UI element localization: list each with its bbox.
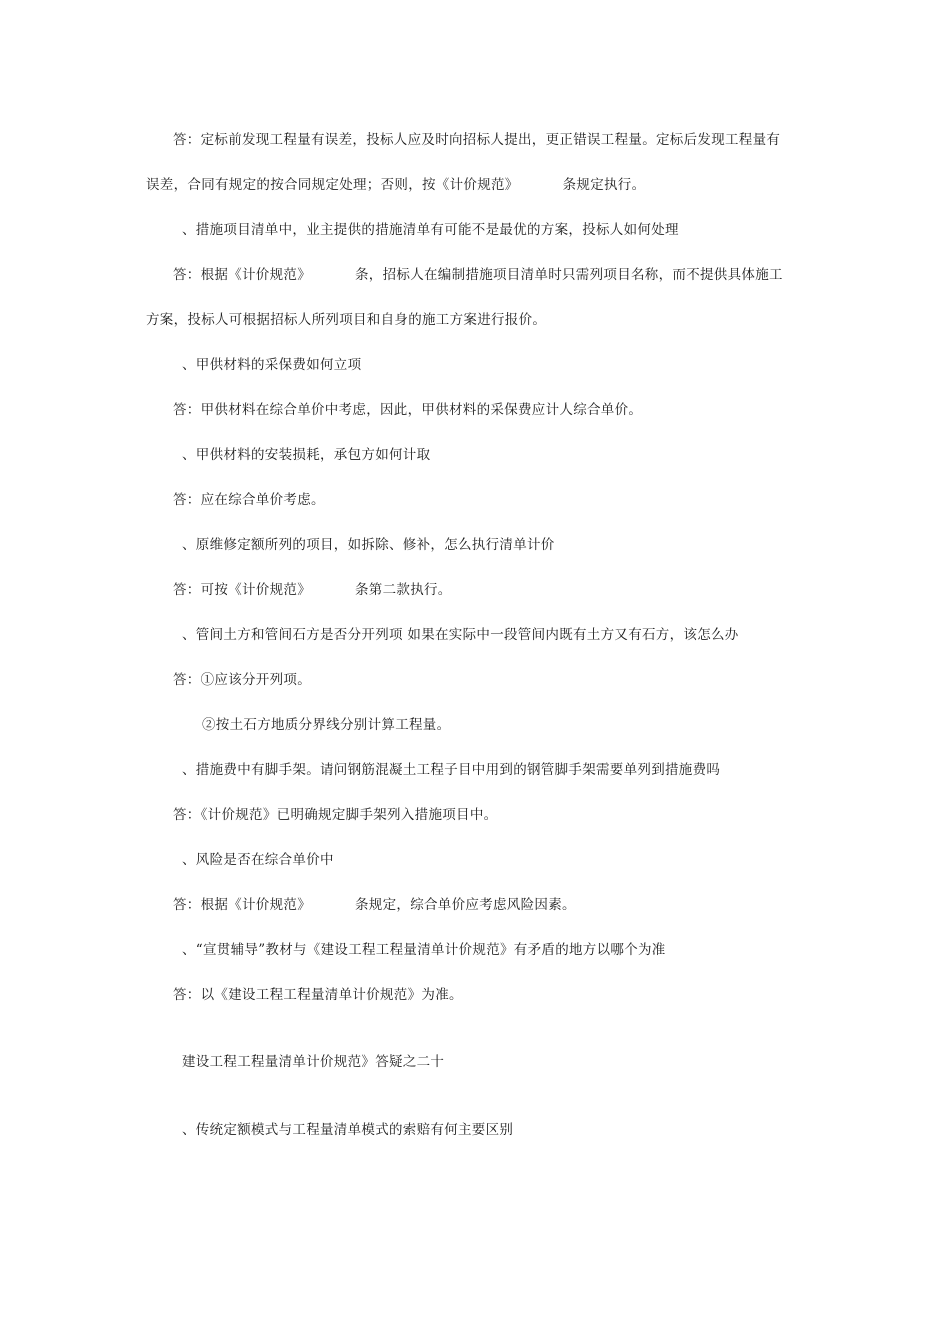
text-line: 误差，合同有规定的按合同规定处理；否则，按《计价规范》 条规定执行。: [146, 177, 646, 193]
text-line: 答：《计价规范》已明确规定脚手架列入措施项目中。: [173, 807, 498, 823]
text-line: 答：甲供材料在综合单价中考虑，因此，甲供材料的采保费应计人综合单价。: [173, 402, 643, 418]
text-line: 答：根据《计价规范》 条规定，综合单价应考虑风险因素。: [173, 897, 576, 913]
text-line: ②按土石方地质分界线分别计算工程量。: [202, 717, 451, 733]
text-line: 、传统定额模式与工程量清单模式的索赔有何主要区别: [182, 1122, 514, 1138]
section-heading: 建设工程工程量清单计价规范》答疑之二十: [182, 1054, 445, 1070]
text-line: 、“宣贯辅导”教材与《建设工程工程量清单计价规范》有矛盾的地方以哪个为准: [182, 942, 666, 958]
text-line: 、甲供材料的采保费如何立项: [182, 357, 362, 373]
text-line: 、原维修定额所列的项目，如拆除、修补，怎么执行清单计价: [182, 537, 555, 553]
text-line: 答：以《建设工程工程量清单计价规范》为准。: [173, 987, 463, 1003]
text-line: 、风险是否在综合单价中: [182, 852, 334, 868]
text-line: 答：应在综合单价考虑。: [173, 492, 325, 508]
text-line: 、措施费中有脚手架。请问钢筋混凝土工程子目中用到的钢管脚手架需要单列到措施费吗: [182, 762, 721, 778]
text-line: 方案，投标人可根据招标人所列项目和自身的施工方案进行报价。: [146, 312, 547, 328]
text-line: 、措施项目清单中，业主提供的措施清单有可能不是最优的方案，投标人如何处理: [182, 222, 679, 238]
text-line: 答：根据《计价规范》 条，招标人在编制措施项目清单时只需列项目名称，而不提供具体施工: [173, 267, 783, 283]
text-line: 、甲供材料的安装损耗，承包方如何计取: [182, 447, 431, 463]
text-line: 答：定标前发现工程量有误差，投标人应及时向招标人提出，更正错误工程量。定标后发现工程量有: [173, 132, 781, 148]
text-line: 、管间土方和管间石方是否分开列项 如果在实际中一段管间内既有土方又有石方，该怎么办: [182, 627, 739, 643]
text-line: 答：①应该分开列项。: [173, 672, 311, 688]
text-line: 答：可按《计价规范》 条第二款执行。: [173, 582, 452, 598]
